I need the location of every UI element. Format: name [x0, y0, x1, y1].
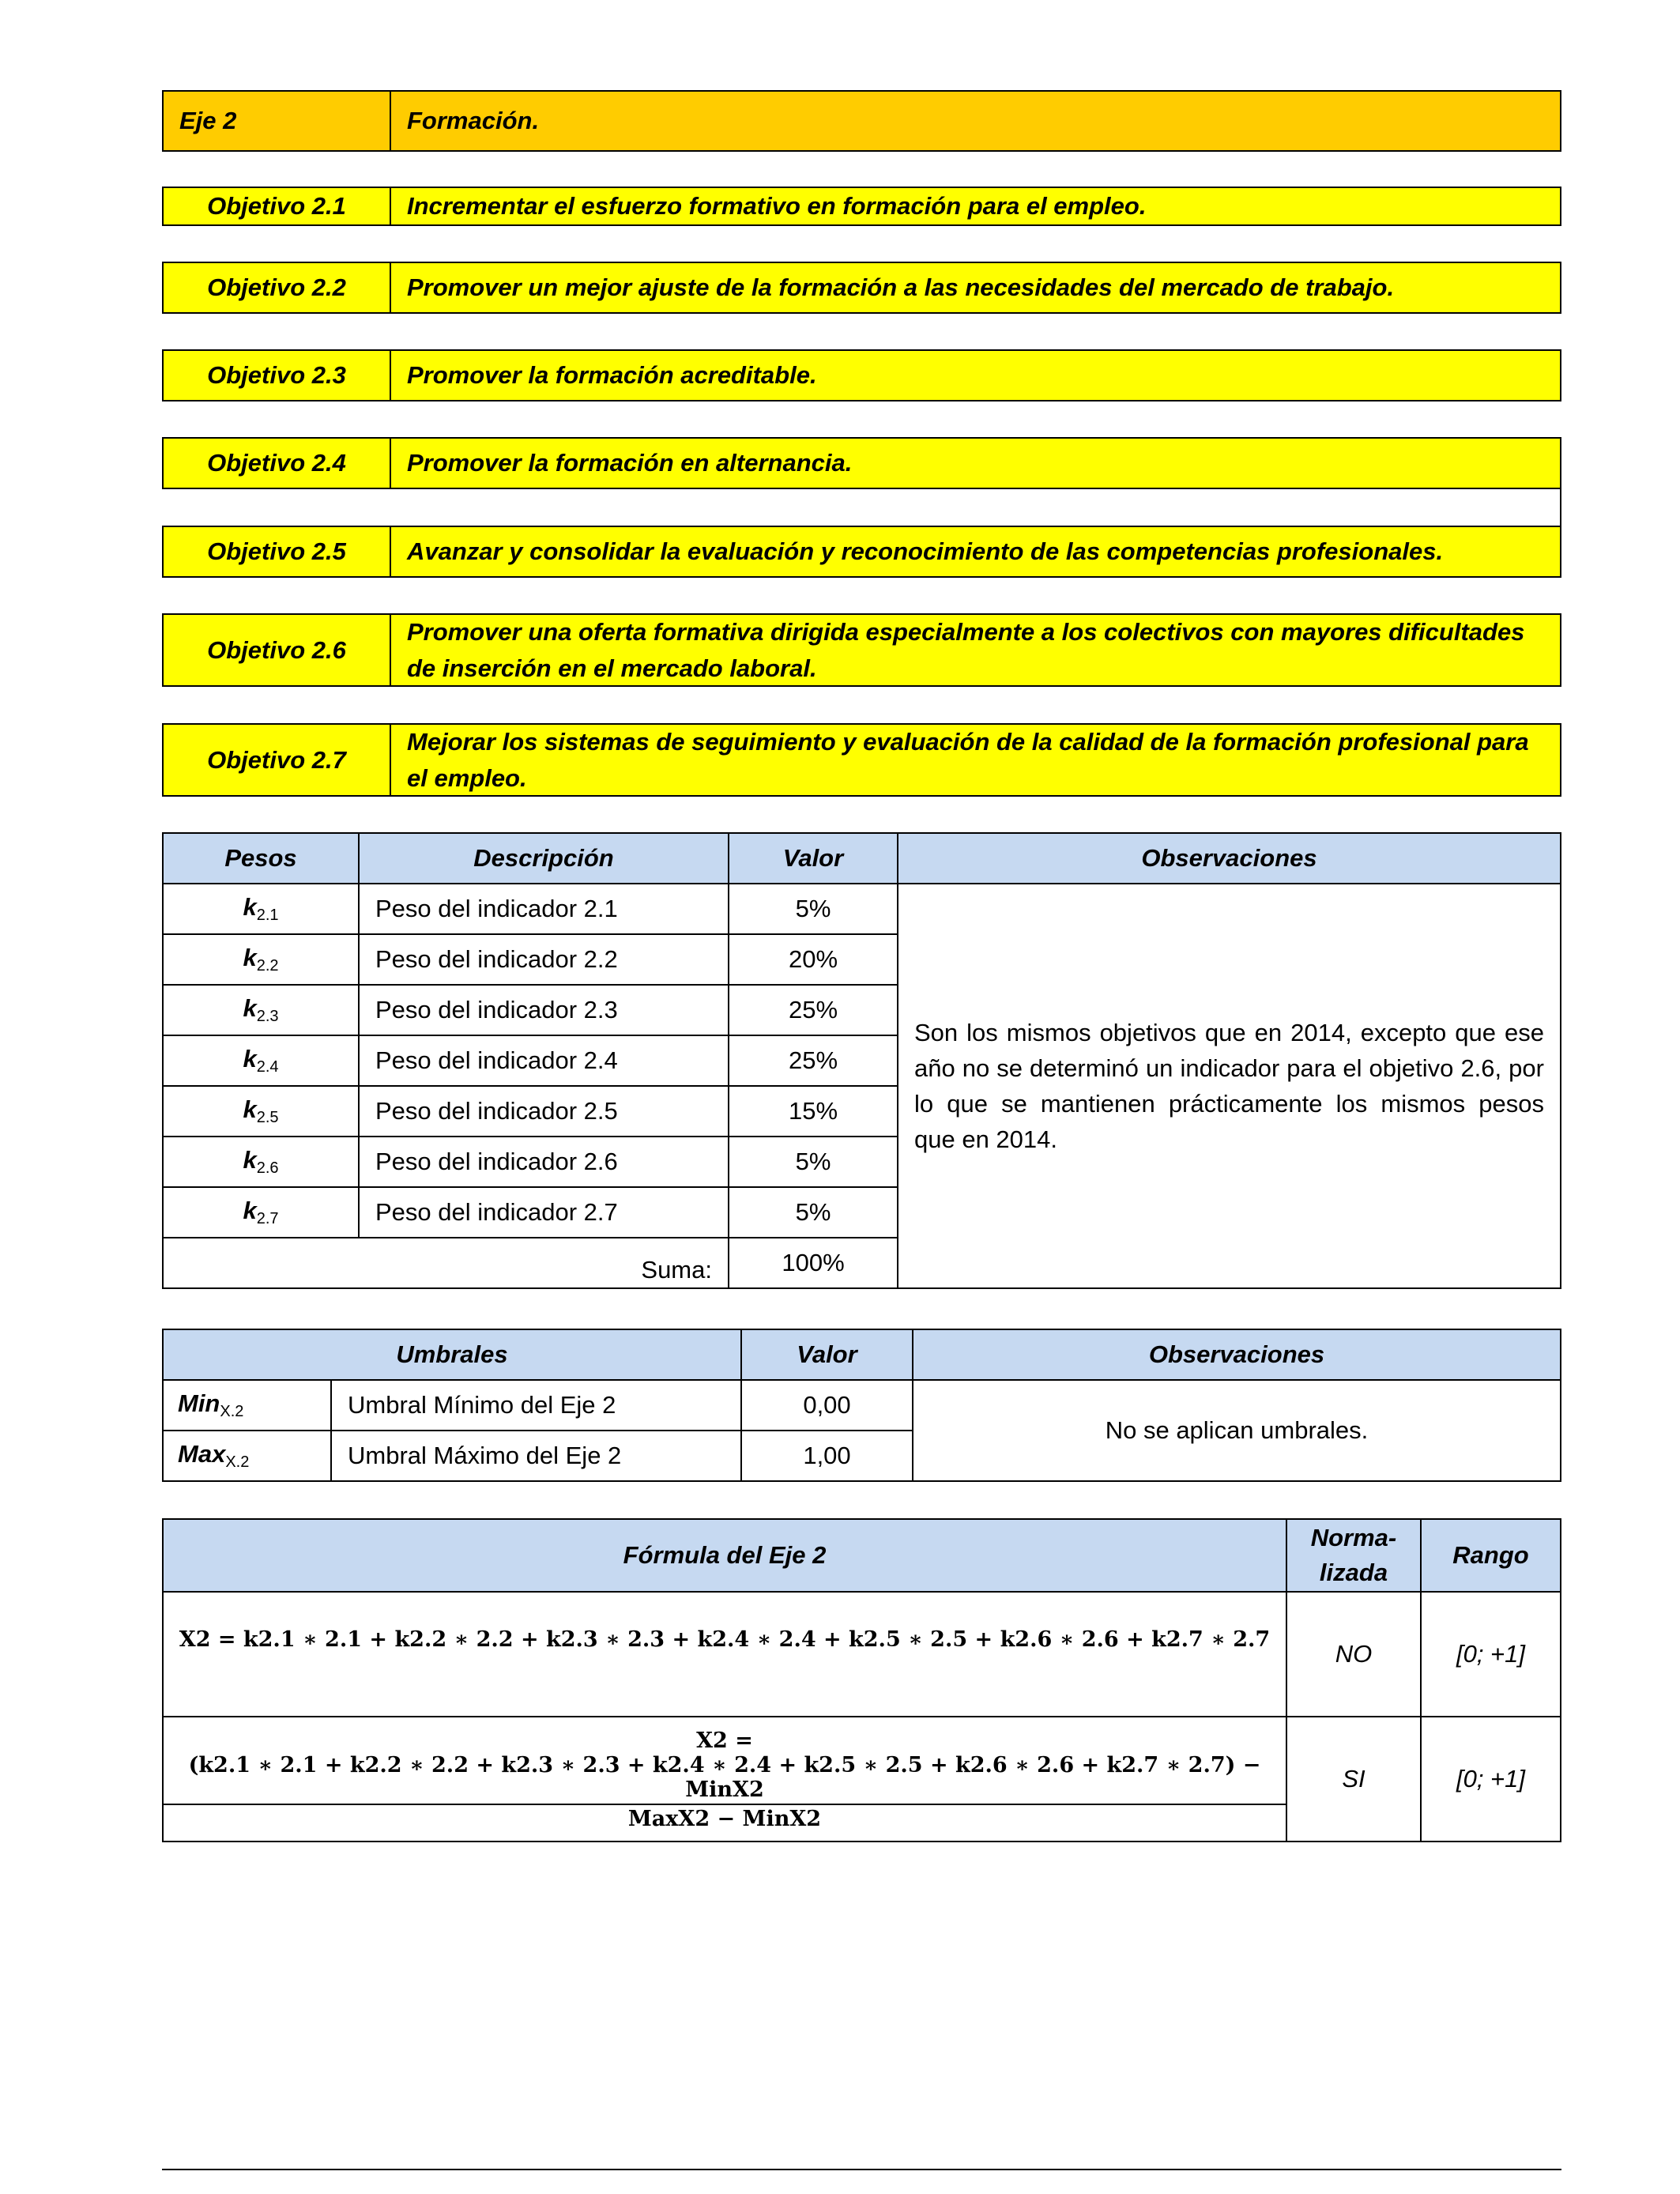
weight-symbol: $k_{2.4}$: [163, 1035, 359, 1086]
eje-header: [162, 90, 1561, 152]
header-normalizada: Norma- lizada: [1286, 1519, 1421, 1592]
weight-symbol: $k_{2.5}$: [163, 1086, 359, 1137]
umbrales-observaciones: No se aplican umbrales.: [913, 1380, 1561, 1481]
threshold-value: 0,00: [741, 1380, 913, 1431]
pesos-table: [162, 832, 1561, 1289]
objetivo-2-6: [162, 613, 1561, 687]
rango-value: [0; +1]: [1421, 1717, 1561, 1842]
objetivo-label: Objetivo 2.5: [164, 527, 391, 576]
weight-value: 5%: [729, 884, 898, 934]
rango-value: [0; +1]: [1421, 1592, 1561, 1717]
normalizada-value: SI: [1286, 1717, 1421, 1842]
weight-value: 25%: [729, 1035, 898, 1086]
header-valor: Valor: [729, 833, 898, 884]
table-row: [163, 1380, 1561, 1431]
weight-symbol: $k_{2.2}$: [163, 934, 359, 985]
threshold-description: Umbral Máximo del Eje 2: [331, 1431, 741, 1481]
header-pesos: Pesos: [163, 833, 359, 884]
threshold-symbol: Max$_{X.2}$: [163, 1431, 331, 1481]
objetivo-label: Objetivo 2.2: [164, 263, 391, 312]
objetivo-text: Promover un mejor ajuste de la formación a las necesidades del mercado de trabajo.: [407, 273, 1395, 301]
weight-description: Peso del indicador 2.7: [359, 1187, 729, 1238]
weight-description: Peso del indicador 2.3: [359, 985, 729, 1035]
objetivo-label: Objetivo 2.6: [164, 615, 391, 685]
objetivo-2-2: [162, 262, 1561, 314]
table-row: [163, 884, 1561, 934]
header-descripcion: Descripción: [359, 833, 729, 884]
objetivo-text: Mejorar los sistemas de seguimiento y evaluación de la calidad de la formación profesional para el empleo.: [407, 727, 1529, 792]
objetivo-2-3: [162, 349, 1561, 401]
formula-row: [163, 1717, 1561, 1842]
weight-description: Peso del indicador 2.5: [359, 1086, 729, 1137]
weight-value: 5%: [729, 1187, 898, 1238]
formula-numerator: (k2.1 ∗ 2.1 + k2.2 ∗ 2.2 + k2.3 ∗ 2.3 + k2.4 ∗ 2.4 + k2.5 ∗ 2.5 + k2.6 ∗ 2.6 + k2.7 ∗ 2.7) − MinX2: [164, 1753, 1286, 1805]
weight-description: Peso del indicador 2.6: [359, 1137, 729, 1187]
objetivo-label: Objetivo 2.3: [164, 351, 391, 400]
objetivo-text: Promover la formación en alternancia.: [407, 449, 853, 477]
objetivo-2-1: [162, 187, 1561, 226]
pesos-observaciones: Son los mismos objetivos que en 2014, excepto que ese año no se determinó un indicador para el objetivo 2.6, por lo que se mantienen prácticamente los mismos pesos que en 2014.: [898, 884, 1561, 1288]
header-observaciones: Observaciones: [913, 1329, 1561, 1380]
objetivo-text: Incrementar el esfuerzo formativo en formación para el empleo.: [407, 192, 1147, 220]
formula-table: [162, 1518, 1561, 1842]
weight-value: 20%: [729, 934, 898, 985]
threshold-symbol: Min$_{X.2}$: [163, 1380, 331, 1431]
weight-symbol: $k_{2.7}$: [163, 1187, 359, 1238]
header-valor: Valor: [741, 1329, 913, 1380]
sum-value: 100%: [729, 1238, 898, 1288]
weight-description: Peso del indicador 2.4: [359, 1035, 729, 1086]
weight-value: 15%: [729, 1086, 898, 1137]
umbrales-table: [162, 1329, 1561, 1482]
header-formula: Fórmula del Eje 2: [163, 1519, 1286, 1592]
header-observaciones: Observaciones: [898, 833, 1561, 884]
formula-denominator: MaxX2 − MinX2: [627, 1806, 822, 1831]
formula-lhs: X2 =: [696, 1728, 753, 1753]
weight-symbol: $k_{2.1}$: [163, 884, 359, 934]
objetivo-text: Avanzar y consolidar la evaluación y reconocimiento de las competencias profesionales.: [407, 537, 1444, 565]
formula-fraction: [164, 1753, 1286, 1831]
objetivo-label: Objetivo 2.7: [164, 725, 391, 795]
footer-divider: [162, 2169, 1561, 2170]
weight-description: Peso del indicador 2.2: [359, 934, 729, 985]
weight-symbol: $k_{2.3}$: [163, 985, 359, 1035]
objetivo-2-7: [162, 723, 1561, 797]
objetivo-text: Promover la formación acreditable.: [407, 361, 817, 389]
objetivo-label: Objetivo 2.4: [164, 439, 391, 488]
objetivo-2-4: [162, 437, 1561, 489]
objetivo-text: Promover una oferta formativa dirigida especialmente a los colectivos con mayores dificultades de inserción en el mercado laboral.: [407, 617, 1525, 682]
formula-normalized-expression: [163, 1717, 1286, 1842]
sum-label: Suma:: [163, 1238, 729, 1288]
normalizada-value: NO: [1286, 1592, 1421, 1717]
eje-label: Eje 2: [164, 92, 391, 150]
formula-row: [163, 1592, 1561, 1717]
header-umbrales: Umbrales: [163, 1329, 741, 1380]
formula-expression: X2 = k2.1 ∗ 2.1 + k2.2 ∗ 2.2 + k2.3 ∗ 2.3 + k2.4 ∗ 2.4 + k2.5 ∗ 2.5 + k2.6 ∗ 2.6 + k2.7 ∗ 2.7: [163, 1592, 1286, 1717]
weight-value: 5%: [729, 1137, 898, 1187]
objetivo-label: Objetivo 2.1: [164, 188, 391, 224]
header-rango: Rango: [1421, 1519, 1561, 1592]
weight-value: 25%: [729, 985, 898, 1035]
threshold-value: 1,00: [741, 1431, 913, 1481]
weight-symbol: $k_{2.6}$: [163, 1137, 359, 1187]
eje-title: Formación.: [407, 107, 540, 134]
spacer-line: [1560, 488, 1561, 527]
objetivo-2-5: [162, 526, 1561, 578]
weight-description: Peso del indicador 2.1: [359, 884, 729, 934]
threshold-description: Umbral Mínimo del Eje 2: [331, 1380, 741, 1431]
